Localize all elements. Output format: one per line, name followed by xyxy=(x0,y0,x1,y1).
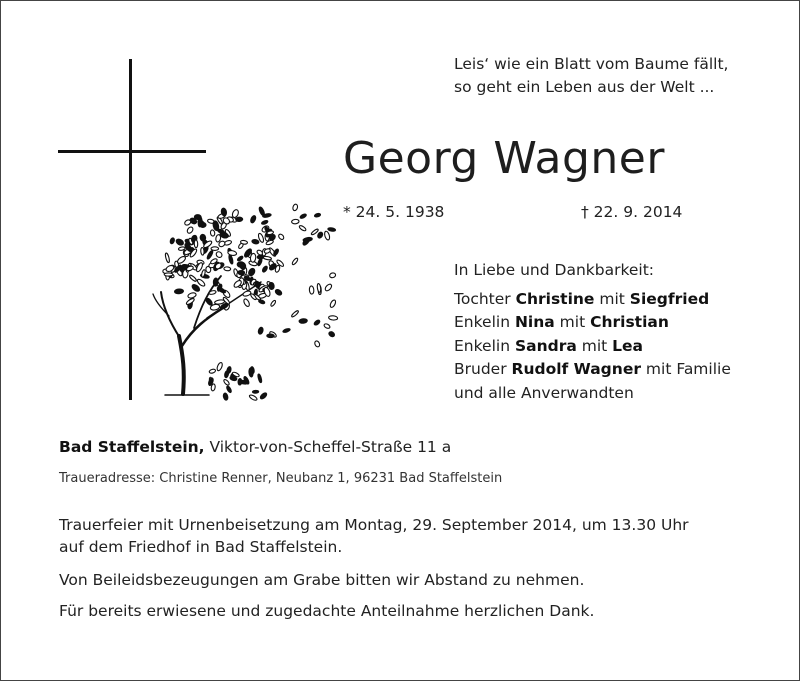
residence-address xyxy=(59,436,451,458)
cross-horizontal-bar xyxy=(58,150,206,153)
deceased-name: Georg Wagner xyxy=(343,133,665,184)
address-city: Bad Staffelstein, xyxy=(59,438,205,456)
quote xyxy=(454,53,728,99)
mourning-address: Traueradresse: Christine Renner, Neubanz 1, 96231 Bad Staffelstein xyxy=(59,471,503,486)
ceremony-line-2: auf dem Friedhof in Bad Staffelstein. xyxy=(59,538,343,556)
cross-vertical-bar xyxy=(129,59,132,400)
family-list xyxy=(454,259,731,405)
ceremony-line-1: Trauerfeier mit Urnenbeisetzung am Montag, 29. September 2014, um 13.30 Uhr xyxy=(59,516,689,534)
family-closing: und alle Anverwandten xyxy=(454,383,634,402)
ceremony-info xyxy=(59,514,689,558)
windblown-tree-icon xyxy=(149,196,339,406)
family-row: Tochter Christine mit Siegfried xyxy=(454,289,710,308)
death-date: † 22. 9. 2014 xyxy=(581,203,683,221)
family-row: Enkelin Nina mit Christian xyxy=(454,313,669,331)
condolence-note: Von Beileidsbezeugungen am Grabe bitten wir Abstand zu nehmen. xyxy=(59,571,585,589)
quote-line-2: so geht ein Leben aus der Welt ... xyxy=(454,78,715,96)
family-intro: In Liebe und Dankbarkeit: xyxy=(454,261,655,279)
thanks-note: Für bereits erwiesene und zugedachte Anteilnahme herzlichen Dank. xyxy=(59,602,595,620)
family-row: Bruder Rudolf Wagner mit Familie xyxy=(454,360,731,378)
address-street: Viktor-von-Scheffel-Straße 11 a xyxy=(204,438,452,456)
life-dates xyxy=(343,201,693,223)
family-row: Enkelin Sandra mit Lea xyxy=(454,336,644,355)
quote-line-1: Leis‘ wie ein Blatt vom Baume fällt, xyxy=(454,55,729,73)
birth-date: * 24. 5. 1938 xyxy=(343,203,445,221)
